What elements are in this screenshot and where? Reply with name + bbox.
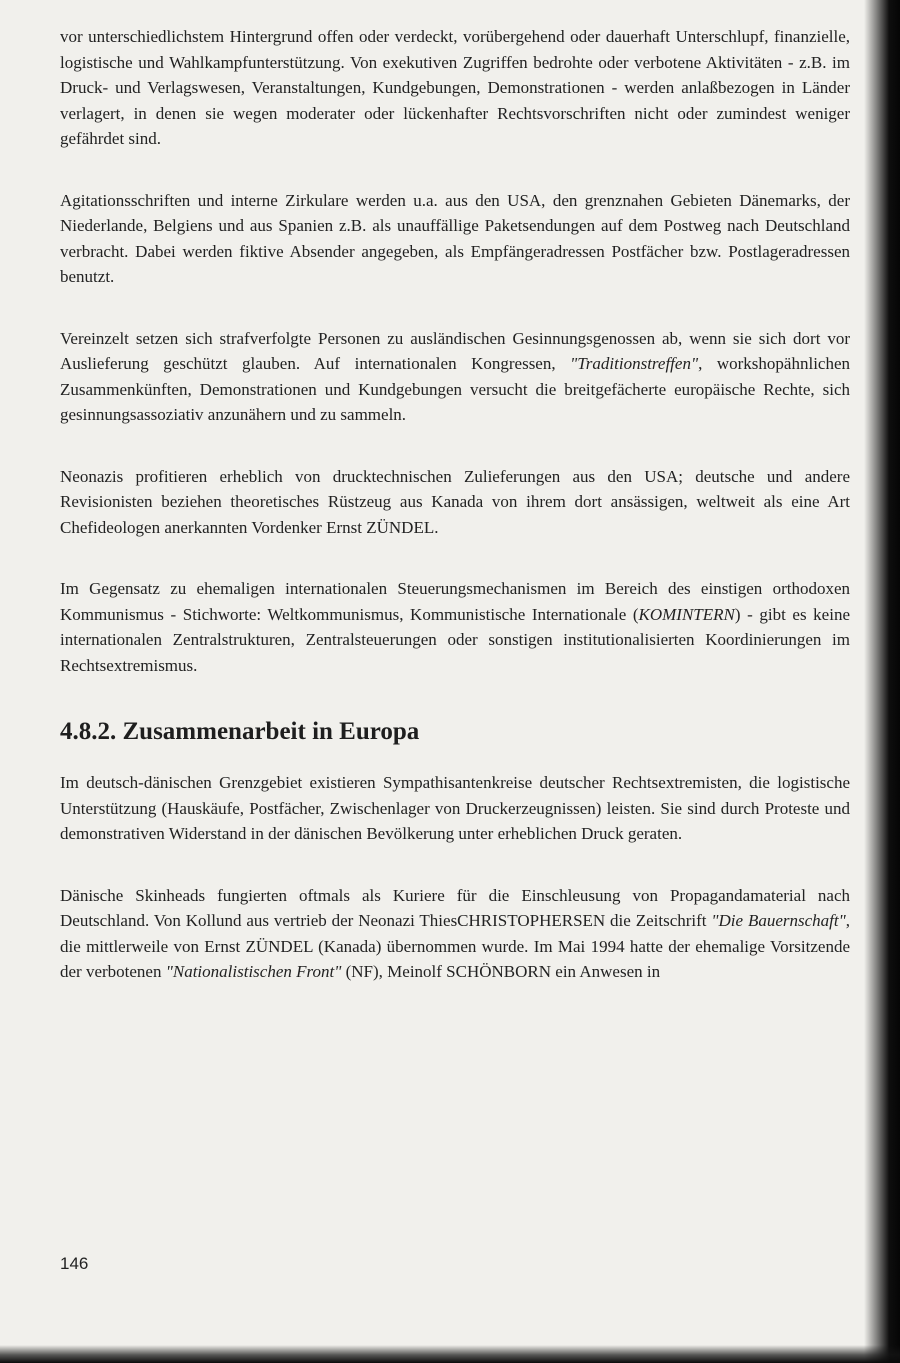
page-content [60, 24, 850, 1021]
paragraph-5-text-end: ) - gibt es keine internationalen Zentralstrukturen, Zentralsteuerungen oder sonstigen institutionalisierten Koordinierungen im Rechtsextremismus. [60, 604, 850, 675]
section-paragraph-2 [60, 883, 850, 985]
page-bottom-edge-shadow [0, 1345, 900, 1363]
section-paragraph-2-italic-organization: "Nationalistischen Front" [165, 962, 342, 981]
paragraph-5-italic-term: KOMINTERN [638, 604, 735, 624]
paragraph-3 [60, 326, 850, 428]
book-spine-shadow [864, 0, 900, 1363]
section-paragraph-2-text-start: Dänische Skinheads fungierten oftmals als Kuriere für die Einschleusung von Propagandamaterial nach Deutschland. Von Kollund aus vertrieb der Neonazi ThiesCHRISTOPHERSEN die Zeitschrift [60, 885, 850, 930]
paragraph-3-text-start: Vereinzelt setzen sich strafverfolgte Personen zu ausländischen Gesinnungsgenossen ab, wenn sie sich dort vor Auslieferung geschützt glauben. Auf internationalen Kongressen, [60, 328, 850, 373]
section-heading: 4.8.2. Zusammenarbeit in Europa [60, 718, 420, 745]
section-paragraph-1: Im deutsch-dänischen Grenzgebiet existieren Sympathisantenkreise deutscher Rechtsextremisten, die logistische Unterstützung (Hauskäufe, Postfächer, Zwischenlager von Druckerzeugnissen) leisten. Sie sind durch Proteste und demonstrativen Widerstand in der dänischen Bevölkerung unter erheblichen Druck geraten. [60, 773, 850, 843]
paragraph-3-text-end: , workshopähnlichen Zusammenkünften, Demonstrationen und Kundgebungen versucht die breitgefächerte europäische Rechte, sich gesinnungsassoziativ anzunähern und zu sammeln. [60, 354, 851, 424]
paragraph-3-italic-term: "Traditionstreffen" [570, 354, 699, 373]
section-paragraph-2-text-middle: , die mittlerweile von Ernst ZÜNDEL (Kanada) übernommen wurde. Im Mai 1994 hatte der ehemalige Vorsitzende der verbotenen [60, 911, 850, 981]
paragraph-2: Agitationsschriften und interne Zirkulare werden u.a. aus den USA, den grenznahen Gebieten Dänemarks, der Niederlande, Belgiens und aus Spanien z.B. als unauffällige Paketsendungen auf dem Postweg nach Deutschland verbracht. Dabei werden fiktive Absender angegeben, als Empfängeradressen Postfächer bzw. Postlageradressen benutzt. [60, 190, 850, 286]
page-number: 146 [60, 1254, 89, 1273]
paragraph-5 [60, 576, 850, 678]
section-paragraph-2-text-end: (NF), Meinolf SCHÖNBORN ein Anwesen in [341, 962, 661, 981]
paragraph-1: vor unterschiedlichstem Hintergrund offen oder verdeckt, vorübergehend oder dauerhaft Unterschlupf, finanzielle, logistische und Wahlkampfunterstützung. Von exekutiven Zugriffen bedrohte oder verbotene Aktivitäten - z.B. im Druck- und Verlagswesen, Veranstaltungen, Kundgebungen, Demonstrationen - werden anlaßbezogen in Länder verlagert, in denen sie wegen moderater oder lückenhafter Rechtsvorschriften nicht oder zumindest weniger gefährdet sind. [60, 27, 850, 148]
paragraph-5-text-start: Im Gegensatz zu ehemaligen internationalen Steuerungsmechanismen im Bereich des einstigen orthodoxen Kommunismus - Stichworte: Weltkommunismus, Kommunistische Internationale ( [60, 579, 850, 624]
paragraph-4: Neonazis profitieren erheblich von drucktechnischen Zulieferungen aus den USA; deutsche und andere Revisionisten beziehen theoretisches Rüstzeug aus Kanada von ihrem dort ansässigen, weltweit als eine Art Chefideologen anerkannten Vordenker Ernst ZÜNDEL. [60, 466, 850, 537]
section-paragraph-2-italic-title: "Die Bauernschaft" [711, 911, 846, 930]
